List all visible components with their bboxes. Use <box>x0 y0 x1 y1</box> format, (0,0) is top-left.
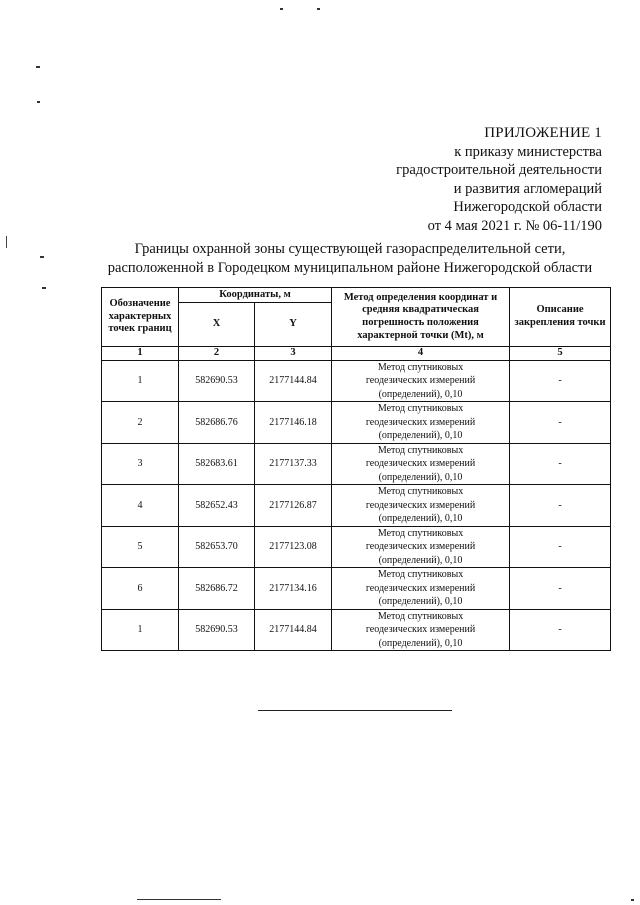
coord-x: 582690.53 <box>179 360 255 402</box>
scan-speck <box>37 101 40 103</box>
header-y: Y <box>255 303 332 347</box>
method-line: (определений), 0,10 <box>378 596 463 608</box>
method-line: геодезических измерений <box>365 624 476 636</box>
method-line: (определений), 0,10 <box>378 513 463 525</box>
method-line: Метод спутниковых <box>377 569 464 581</box>
table-row <box>102 568 611 610</box>
scan-speck <box>36 66 40 68</box>
annex-line: к приказу министерства <box>454 143 602 160</box>
title-line: расположенной в Городецком муниципальном районе Нижегородской области <box>107 260 593 276</box>
annex-title: ПРИЛОЖЕНИЕ 1 <box>484 125 602 141</box>
coord-x: 582683.61 <box>179 443 255 485</box>
method-line: Метод спутниковых <box>377 486 464 498</box>
method-cell <box>332 485 510 527</box>
description: - <box>510 485 611 527</box>
method-cell <box>332 402 510 444</box>
table-row <box>102 402 611 444</box>
method-line: (определений), 0,10 <box>378 554 463 566</box>
coord-x: 582686.72 <box>179 568 255 610</box>
method-line: геодезических измерений <box>365 541 476 553</box>
header-method: Метод определения координат и средняя квадратическая погрешность положения характерной точки (Mt), м <box>332 288 510 347</box>
scan-speck <box>42 287 46 289</box>
method-line: (определений), 0,10 <box>378 388 463 400</box>
coord-y: 2177144.84 <box>255 360 332 402</box>
document-title <box>90 240 610 278</box>
annex-header <box>302 124 602 236</box>
point-id: 6 <box>102 568 179 610</box>
coordinates-table <box>101 287 611 651</box>
method-line: геодезических измерений <box>365 499 476 511</box>
title-line: Границы охранной зоны существующей газораспределительной сети, <box>134 241 566 257</box>
method-line: геодезических измерений <box>365 582 476 594</box>
scan-speck <box>280 8 283 10</box>
point-id: 4 <box>102 485 179 527</box>
point-id: 3 <box>102 443 179 485</box>
header-x: X <box>179 303 255 347</box>
header-coordinates: Координаты, м <box>179 288 332 303</box>
description: - <box>510 402 611 444</box>
description: - <box>510 568 611 610</box>
method-line: геодезических измерений <box>365 375 476 387</box>
coord-y: 2177123.08 <box>255 526 332 568</box>
coord-x: 582653.70 <box>179 526 255 568</box>
annex-line: Нижегородской области <box>453 199 602 216</box>
description: - <box>510 609 611 651</box>
coord-y: 2177134.16 <box>255 568 332 610</box>
coord-x: 582652.43 <box>179 485 255 527</box>
coord-y: 2177126.87 <box>255 485 332 527</box>
header-description: Описание закрепления точки <box>510 288 611 347</box>
method-line: геодезических измерений <box>365 458 476 470</box>
table-row <box>102 360 611 402</box>
column-number: 3 <box>255 347 332 361</box>
method-line: Метод спутниковых <box>377 361 464 373</box>
point-id: 2 <box>102 402 179 444</box>
separator-line <box>258 710 452 711</box>
coord-y: 2177137.33 <box>255 443 332 485</box>
column-number: 4 <box>332 347 510 361</box>
column-number: 1 <box>102 347 179 361</box>
coord-y: 2177146.18 <box>255 402 332 444</box>
table-row <box>102 609 611 651</box>
coord-y: 2177144.84 <box>255 609 332 651</box>
method-cell <box>332 568 510 610</box>
description: - <box>510 360 611 402</box>
coord-x: 582686.76 <box>179 402 255 444</box>
method-line: геодезических измерений <box>365 416 476 428</box>
annex-line: и развития агломераций <box>453 180 602 197</box>
column-number: 5 <box>510 347 611 361</box>
scan-speck <box>317 8 320 10</box>
point-id: 1 <box>102 360 179 402</box>
method-line: Метод спутниковых <box>377 610 464 622</box>
method-line: (определений), 0,10 <box>378 471 463 483</box>
method-cell <box>332 526 510 568</box>
method-line: (определений), 0,10 <box>378 430 463 442</box>
description: - <box>510 443 611 485</box>
column-number: 2 <box>179 347 255 361</box>
annex-line: градостроительной деятельности <box>396 162 602 179</box>
annex-order-reference: от 4 мая 2021 г. № 06-11/190 <box>427 217 602 234</box>
method-line: Метод спутниковых <box>377 403 464 415</box>
scan-mark <box>6 236 7 248</box>
method-cell <box>332 443 510 485</box>
method-line: Метод спутниковых <box>377 527 464 539</box>
table-row <box>102 526 611 568</box>
point-id: 5 <box>102 526 179 568</box>
table-row <box>102 443 611 485</box>
header-designation: Обозначение характерных точек границ <box>102 288 179 347</box>
method-line: (определений), 0,10 <box>378 637 463 649</box>
description: - <box>510 526 611 568</box>
scan-speck <box>631 899 634 901</box>
coord-x: 582690.53 <box>179 609 255 651</box>
method-cell <box>332 609 510 651</box>
point-id: 1 <box>102 609 179 651</box>
table-row <box>102 485 611 527</box>
method-line: Метод спутниковых <box>377 444 464 456</box>
footer-line <box>137 899 221 900</box>
scan-speck <box>40 256 44 258</box>
method-cell <box>332 360 510 402</box>
